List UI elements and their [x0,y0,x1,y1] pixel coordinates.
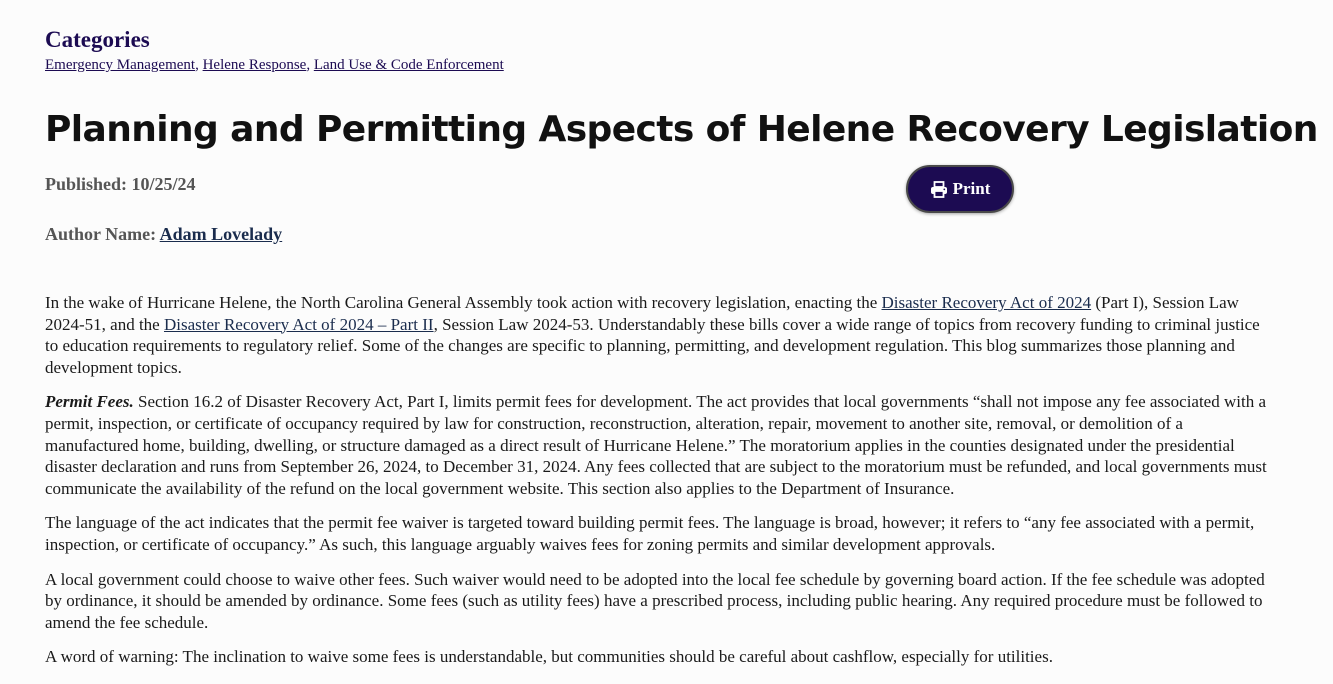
printer-icon [930,181,948,198]
category-link-emergency-management[interactable]: Emergency Management [45,57,196,73]
print-button[interactable] [906,165,1014,213]
categories-heading: Categories [45,27,150,52]
categories-section [45,26,504,74]
disaster-recovery-act-link[interactable]: Disaster Recovery Act of 2024 [881,293,1092,312]
author-label: Author Name: [45,224,160,244]
intro-text-2: (Part I), Session Law 2024-51, and the [45,293,1239,334]
category-link-land-use[interactable]: Land Use & Code Enforcement [313,57,504,73]
intro-text-3: , Session Law 2024-53. Understandably these bills cover a wide range of topics from recovery funding to criminal justice to education requirements to regulatory relief. Some of the changes are specific to planning, permitting, and development regulation. This blog summarizes those planning and development topics. [45,314,1260,377]
permit-fees-text: Section 16.2 of Disaster Recovery Act, Part I, limits permit fees for development. The act provides that local governments “shall not impose any fee associated with a permit, inspection, or certificate of occupancy required by law for construction, reconstruction, alteration, repair, movement to another site, removal, or demolition of a manufactured home, building, dwelling, or structure damaged as a direct result of Hurricane Helene.” The moratorium applies in the counties designated under the presidential disaster declaration and runs from September 26, 2024, to December 31, 2024. Any fees collected that are subject to the moratorium must be refunded, and local governments must communicate the availability of the refund on the local government website. This section also applies to the Department of Insurance. [45,392,1267,498]
article-body [45,292,1270,681]
other-fees-paragraph: A local government could choose to waive other fees. Such waiver would need to be adopted into the local fee schedule by governing board action. If the fee schedule was adopted by ordinance, it should be amended by ordinance. Some fees (such as utility fees) have a prescribed process, including public hearing. Any required procedure must be followed to amend the fee schedule. [45,569,1265,632]
published-date: Published: 10/25/24 [45,174,196,194]
intro-paragraph [45,292,1270,378]
category-link-helene-response[interactable]: Helene Response [202,57,307,73]
intro-text-1: In the wake of Hurricane Helene, the North Carolina General Assembly took action with recovery legislation, enacting the [45,293,882,312]
warning-paragraph: A word of warning: The inclination to waive some fees is understandable, but communities should be careful about cashflow, especially for utilities. [45,647,1053,667]
page-title: Planning and Permitting Aspects of Helene Recovery Legislation [45,109,1318,150]
disaster-recovery-act-part-ii-link[interactable]: Disaster Recovery Act of 2024 – Part II [163,314,434,334]
author-link[interactable]: Adam Lovelady [159,224,283,244]
author-line [45,223,282,245]
print-label: Print [952,179,991,198]
category-links [45,56,504,74]
category-separator: , [195,57,203,73]
permit-fees-heading: Permit Fees. [45,392,134,412]
permit-fees-paragraph [45,391,1270,499]
fee-waiver-paragraph: The language of the act indicates that the permit fee waiver is targeted toward building permit fees. The language is broad, however; it refers to “any fee associated with a permit, inspection, or certificate of occupancy.” As such, this language arguably waives fees for zoning permits and similar development approvals. [45,513,1255,554]
category-separator: , [306,57,314,73]
